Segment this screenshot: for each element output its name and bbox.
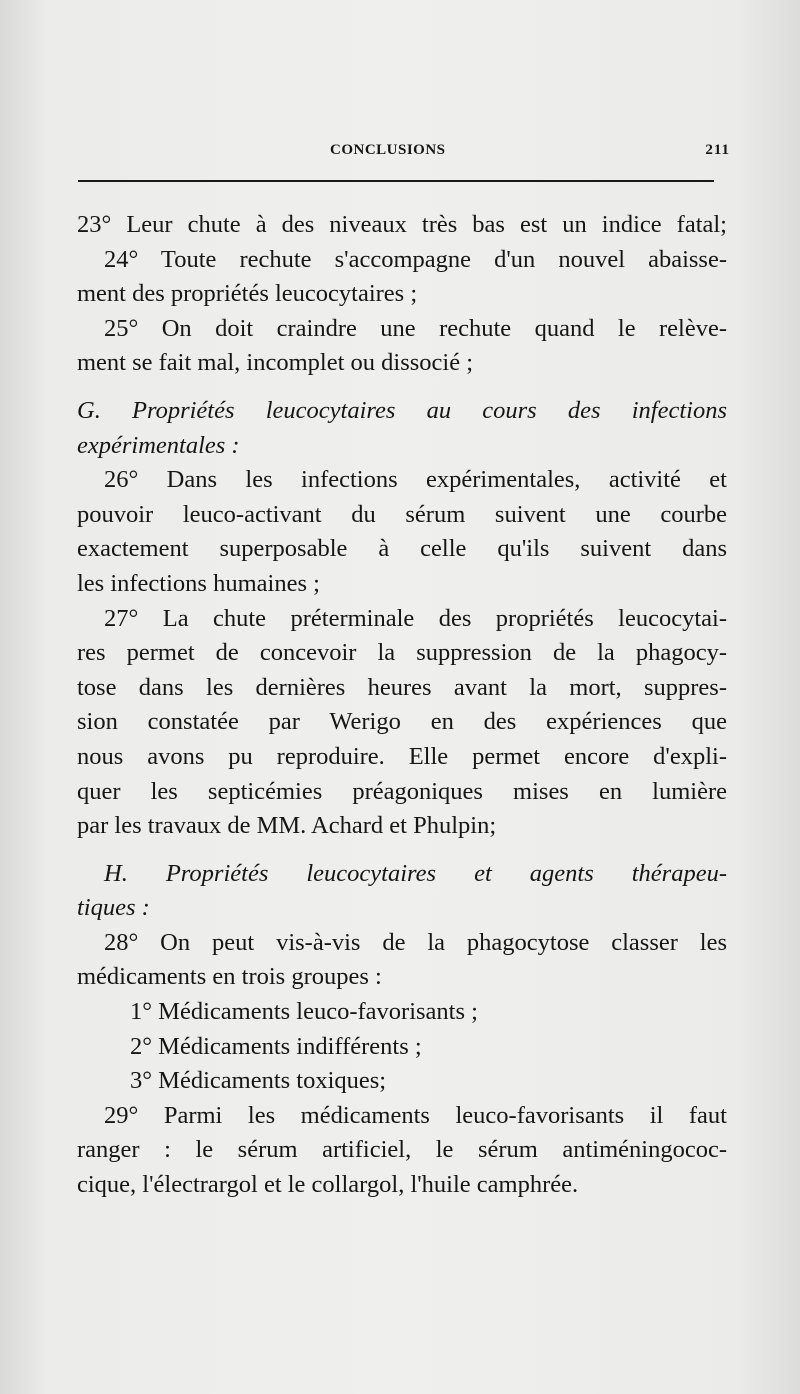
list-item: 1° Médicaments leuco-favorisants ;	[130, 998, 478, 1026]
section-heading: G. Propriétés leucocytaires au cours des infections	[77, 396, 727, 424]
text-line: ment se fait mal, incomplet ou dissocié ;	[77, 349, 473, 377]
text-line: 24° Toute rechute s'accompagne d'un nouvel abaisse-	[104, 245, 727, 273]
text-line: ranger : le sérum artificiel, le sérum antiméningococ-	[77, 1136, 727, 1164]
text-line: pouvoir leuco-activant du sérum suivent une courbe	[77, 500, 727, 528]
text-line: 25° On doit craindre une rechute quand le relève-	[104, 314, 727, 342]
section-heading: H. Propriétés leucocytaires et agents thérapeu-	[104, 859, 727, 887]
text-line: res permet de concevoir la suppression de la phagocy-	[77, 639, 727, 667]
section-heading: expérimentales :	[77, 431, 240, 459]
section-heading: tiques :	[77, 894, 150, 922]
running-head	[80, 142, 730, 164]
text-line: cique, l'électrargol et le collargol, l'huile camphrée.	[77, 1171, 579, 1199]
text-line: 29° Parmi les médicaments leuco-favorisants il faut	[104, 1101, 727, 1129]
page-number: 211	[705, 142, 730, 158]
list-item: 2° Médicaments indifférents ;	[130, 1032, 422, 1060]
text-line: exactement superposable à celle qu'ils suivent dans	[77, 535, 727, 563]
text-line: nous avons pu reproduire. Elle permet encore d'expli-	[77, 742, 727, 770]
text-line: 27° La chute préterminale des propriétés leucocytai-	[104, 604, 727, 632]
text-line: 26° Dans les infections expérimentales, activité et	[104, 466, 727, 494]
text-line: médicaments en trois groupes :	[77, 963, 382, 991]
header-rule	[78, 180, 714, 182]
text-line: quer les septicémies préagoniques mises en lumière	[77, 777, 727, 805]
text-line: tose dans les dernières heures avant la mort, suppres-	[77, 673, 727, 701]
list-item: 3° Médicaments toxiques;	[130, 1067, 387, 1095]
text-line: sion constatée par Werigo en des expériences que	[77, 708, 727, 736]
text-line: par les travaux de MM. Achard et Phulpin;	[77, 812, 497, 840]
text-line: 23° Leur chute à des niveaux très bas est un indice fatal;	[77, 211, 727, 238]
text-line: ment des propriétés leucocytaires ;	[77, 280, 418, 308]
text-line: 28° On peut vis-à-vis de la phagocytose classer les	[104, 928, 727, 956]
body-text	[77, 208, 727, 1203]
running-head-title: CONCLUSIONS	[330, 142, 446, 158]
text-line: les infections humaines ;	[77, 569, 320, 597]
